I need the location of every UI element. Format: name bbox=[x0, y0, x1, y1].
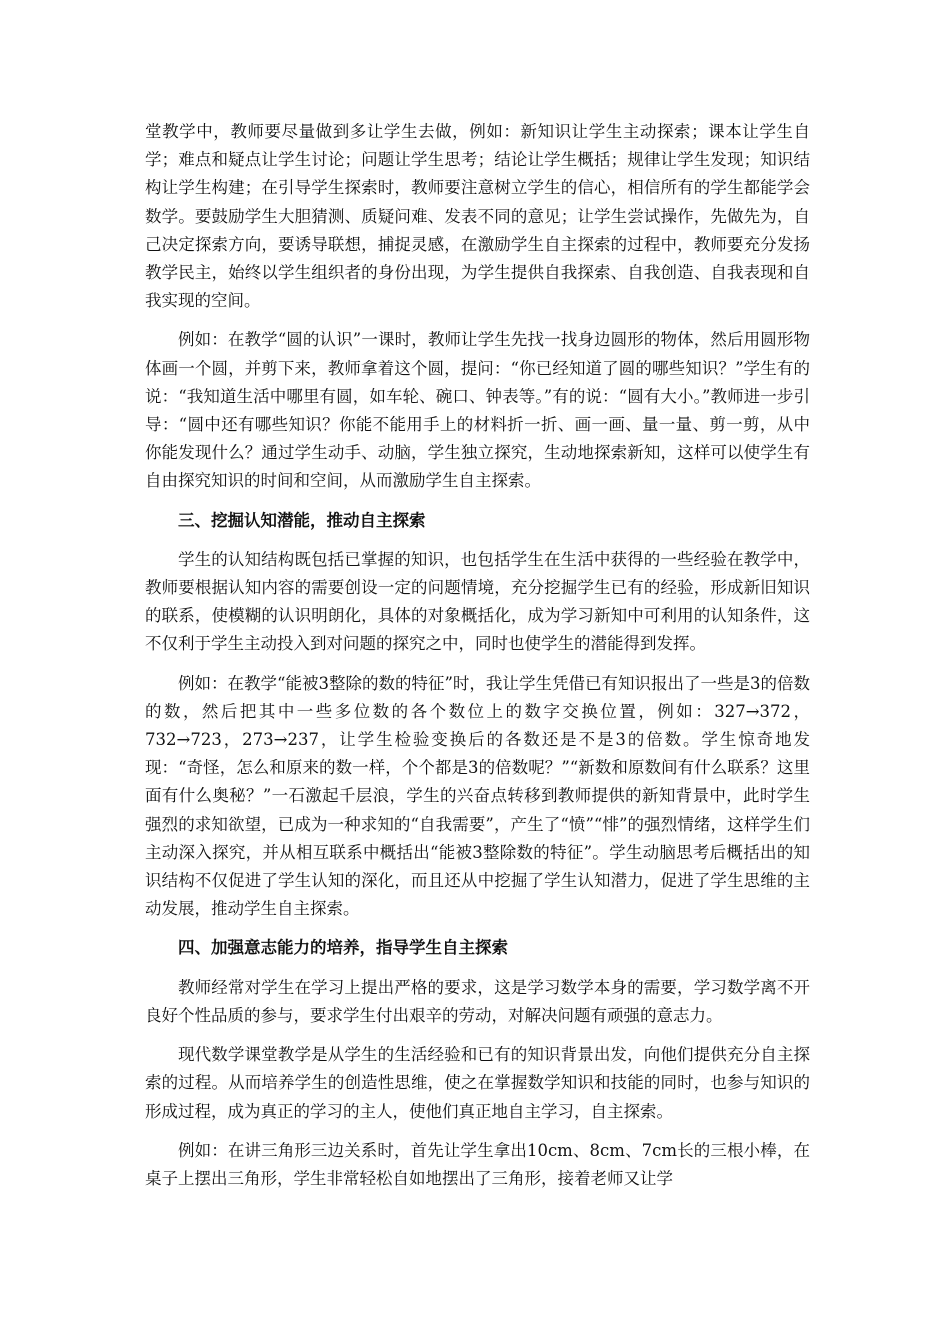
section-heading-3: 三、挖掘认知潜能，推动自主探索 bbox=[178, 510, 426, 530]
paragraph-intro: 堂教学中，教师要尽量做到多让学生去做，例如：新知识让学生主动探索；课本让学生自学；难点和疑点让学生讨论；问题让学生思考；结论让学生概括；规律让学生发现；知识结构让学生构建；在引导学生探索时，教师要注意树立学生的信心，相信所有的学生都能学会数学。要鼓励学生大胆猜测、质疑问难、发表不同的意见；让学生尝试操作，先做先为，自己决定探索方向，要诱导联想，捕捉灵感，在激励学生自主探索的过程中，教师要充分发扬教学民主，始终以学生组织者的身份出现，为学生提供自我探索、自我创造、自我表现和自我实现的空间。 bbox=[145, 122, 810, 311]
paragraph-triangle-example: 例如：在讲三角形三边关系时，首先让学生拿出10cm、8cm、7cm长的三根小棒，在桌子上摆出三角形，学生非常轻松自如地摆出了三角形，接着老师又让学 bbox=[145, 1140, 810, 1188]
paragraph-cognitive-structure: 学生的认知结构既包括已掌握的知识，也包括学生在生活中获得的一些经验在教学中，教师要根据认知内容的需要创设一定的问题情境，充分挖掘学生已有的经验，形成新旧知识的联系，使模糊的认识明朗化，具体的对象概括化，成为学习新知中可利用的认知条件，这不仅利于学生主动投入到对问题的探究之中，同时也使学生的潜能得到发挥。 bbox=[145, 549, 810, 654]
paragraph-divisible-by-3-example: 例如：在教学“能被3整除的数的特征”时，我让学生凭借已有知识报出了一些是3的倍数的数，然后把其中一些多位数的各个数位上的数字交换位置，例如：327→372，732→723，273→237，让学生检验变换后的各数还是不是3的倍数。学生惊奇地发现：“奇怪，怎么和原来的数一样，个个都是3的倍数呢？”“新数和原数间有什么联系？这里面有什么奥秘？”一石激起千层浪，学生的兴奋点转移到教师提供的新知背景中，此时学生强烈的求知欲望，已成为一种求知的“自我需要”，产生了“愤”“悱”的强烈情绪，这样学生们主动深入探究，并从相互联系中概括出“能被3整除数的特征”。学生动脑思考后概括出的知识结构不仅促进了学生认知的深化，而且还从中挖掘了学生认知潜力，促进了学生思维的主动发展，推动学生自主探索。 bbox=[145, 673, 810, 919]
document-page bbox=[145, 118, 810, 1204]
section-heading-4: 四、加强意志能力的培养，指导学生自主探索 bbox=[178, 938, 508, 958]
paragraph-circle-example: 例如：在教学“圆的认识”一课时，教师让学生先找一找身边圆形的物体，然后用圆形物体画一个圆，并剪下来，教师拿着这个圆，提问：“你已经知道了圆的哪些知识？”学生有的说：“我知道生活中哪里有圆，如车轮、碗口、钟表等。”有的说：“圆有大小。”教师进一步引导：“圆中还有哪些知识？你能不能用手上的材料折一折、画一画、量一量、剪一剪，从中你能发现什么？通过学生动手、动脑，学生独立探究，生动地探索新知，这样可以使学生有自由探究知识的时间和空间，从而激励学生自主探索。 bbox=[145, 330, 810, 491]
paragraph-strict-requirements: 教师经常对学生在学习上提出严格的要求，这是学习数学本身的需要，学习数学离不开良好个性品质的参与，要求学生付出艰辛的劳动，对解决问题有顽强的意志力。 bbox=[145, 977, 810, 1025]
paragraph-modern-teaching: 现代数学课堂教学是从学生的生活经验和已有的知识背景出发，向他们提供充分自主探索的过程。从而培养学生的创造性思维，使之在掌握数学知识和技能的同时，也参与知识的形成过程，成为真正的学习的主人，使他们真正地自主学习，自主探索。 bbox=[145, 1045, 810, 1121]
